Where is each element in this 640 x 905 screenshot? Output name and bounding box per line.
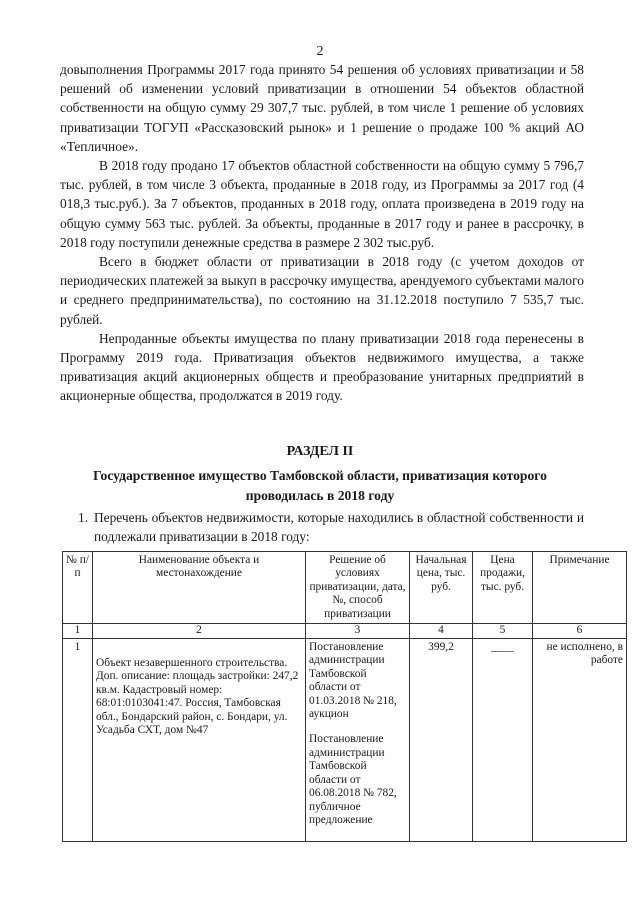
section-title: РАЗДЕЛ II [286,444,354,459]
sale-price: ____ [473,639,533,842]
table-header-row [63,552,627,624]
column-number: 5 [473,624,533,639]
header-sale-price: Цена продажи, тыс. руб. [473,552,533,624]
header-decision: Решение об условиях приватизации, дата, №, способ приватизации [306,552,410,624]
objects-table [62,551,627,842]
column-number: 3 [306,624,410,639]
page-number: 2 [316,44,324,59]
header-name: Наименование объекта и местонахождение [93,552,306,624]
decision-first: Постановление администрации Тамбовской области от 01.03.2018 № 218, аукцион [309,641,397,721]
section-subtitle: Государственное имущество Тамбовской области, приватизация которого проводилась в 2018 году [93,468,547,503]
column-number: 1 [63,624,93,639]
list-text: Перечень объектов недвижимости, которые находились в областной собственности и подлежали приватизации в 2018 году: [94,510,584,544]
paragraph-1: довыполнения Программы 2017 года принято 54 решения об условиях приватизации и 58 решений об изменении условий приватизации в отношении 54 объектов областной собственности на общую сумму 29 307,7 тыс. рублей, в том числе 1 решение об условиях приватизации ТОГУП «Рассказовский рынок» и 1 решение о продаже 100 % акций АО «Тепличное». [60,62,584,154]
object-description: Объект незавершенного строительства. Доп. описание: площадь застройки: 247,2 кв.м. Кадастровый номер: 68:01:0103041:47. Россия, Тамбовская обл., Бондарский район, с. Бондари, ул. Усадьба СХТ, дом №47 [93,639,306,842]
paragraph-4: Непроданные объекты имущества по плану приватизации 2018 года перенесены в Программу 2019 года. Приватизация объектов недвижимого имущества, а также приватизация акций акционерных обществ и преобразование унитарных предприятий в акционерные общества, продолжатся в 2019 году. [60,330,584,404]
list-number: 1. [78,510,89,525]
header-num: № п/п [63,552,93,624]
row-note: не исполнено, в работе [533,639,627,842]
column-number: 2 [93,624,306,639]
column-numbers-row [63,624,627,639]
column-number: 6 [533,624,627,639]
paragraph-2: В 2018 году продано 17 объектов областной собственности на общую сумму 5 796,7 тыс. рублей, в том числе 3 объекта, проданные в 2018 году, из Программы за 2017 год (4 018,3 тыс.руб.). За 7 объектов, проданных в 2018 году, оплата произведена в 2019 году на общую сумму 563 тыс. рублей. За объекты, проданные в 2017 году и ранее в рассрочку, в 2018 году поступили денежные средства в размере 2 302 тыс.руб. [60,158,584,250]
start-price: 399,2 [410,639,473,842]
paragraph-3: Всего в бюджет области от приватизации в 2018 году (с учетом доходов от периодических платежей за выкуп в рассрочку имущества, арендуемого субъектами малого и среднего предпринимательства), по состоянию на 31.12.2018 поступило 7 535,7 тыс. рублей. [60,254,584,327]
header-start-price: Начальная цена, тыс. руб. [410,552,473,624]
decision-second: Постановление администрации Тамбовской области от 06.08.2018 № 782, публичное предложение [309,733,397,826]
table-row [63,639,627,842]
privatization-decision [306,639,410,842]
row-number: 1 [63,639,93,842]
body-text [60,60,584,406]
column-number: 4 [410,624,473,639]
list-intro [78,508,584,546]
header-note: Примечание [533,552,627,624]
